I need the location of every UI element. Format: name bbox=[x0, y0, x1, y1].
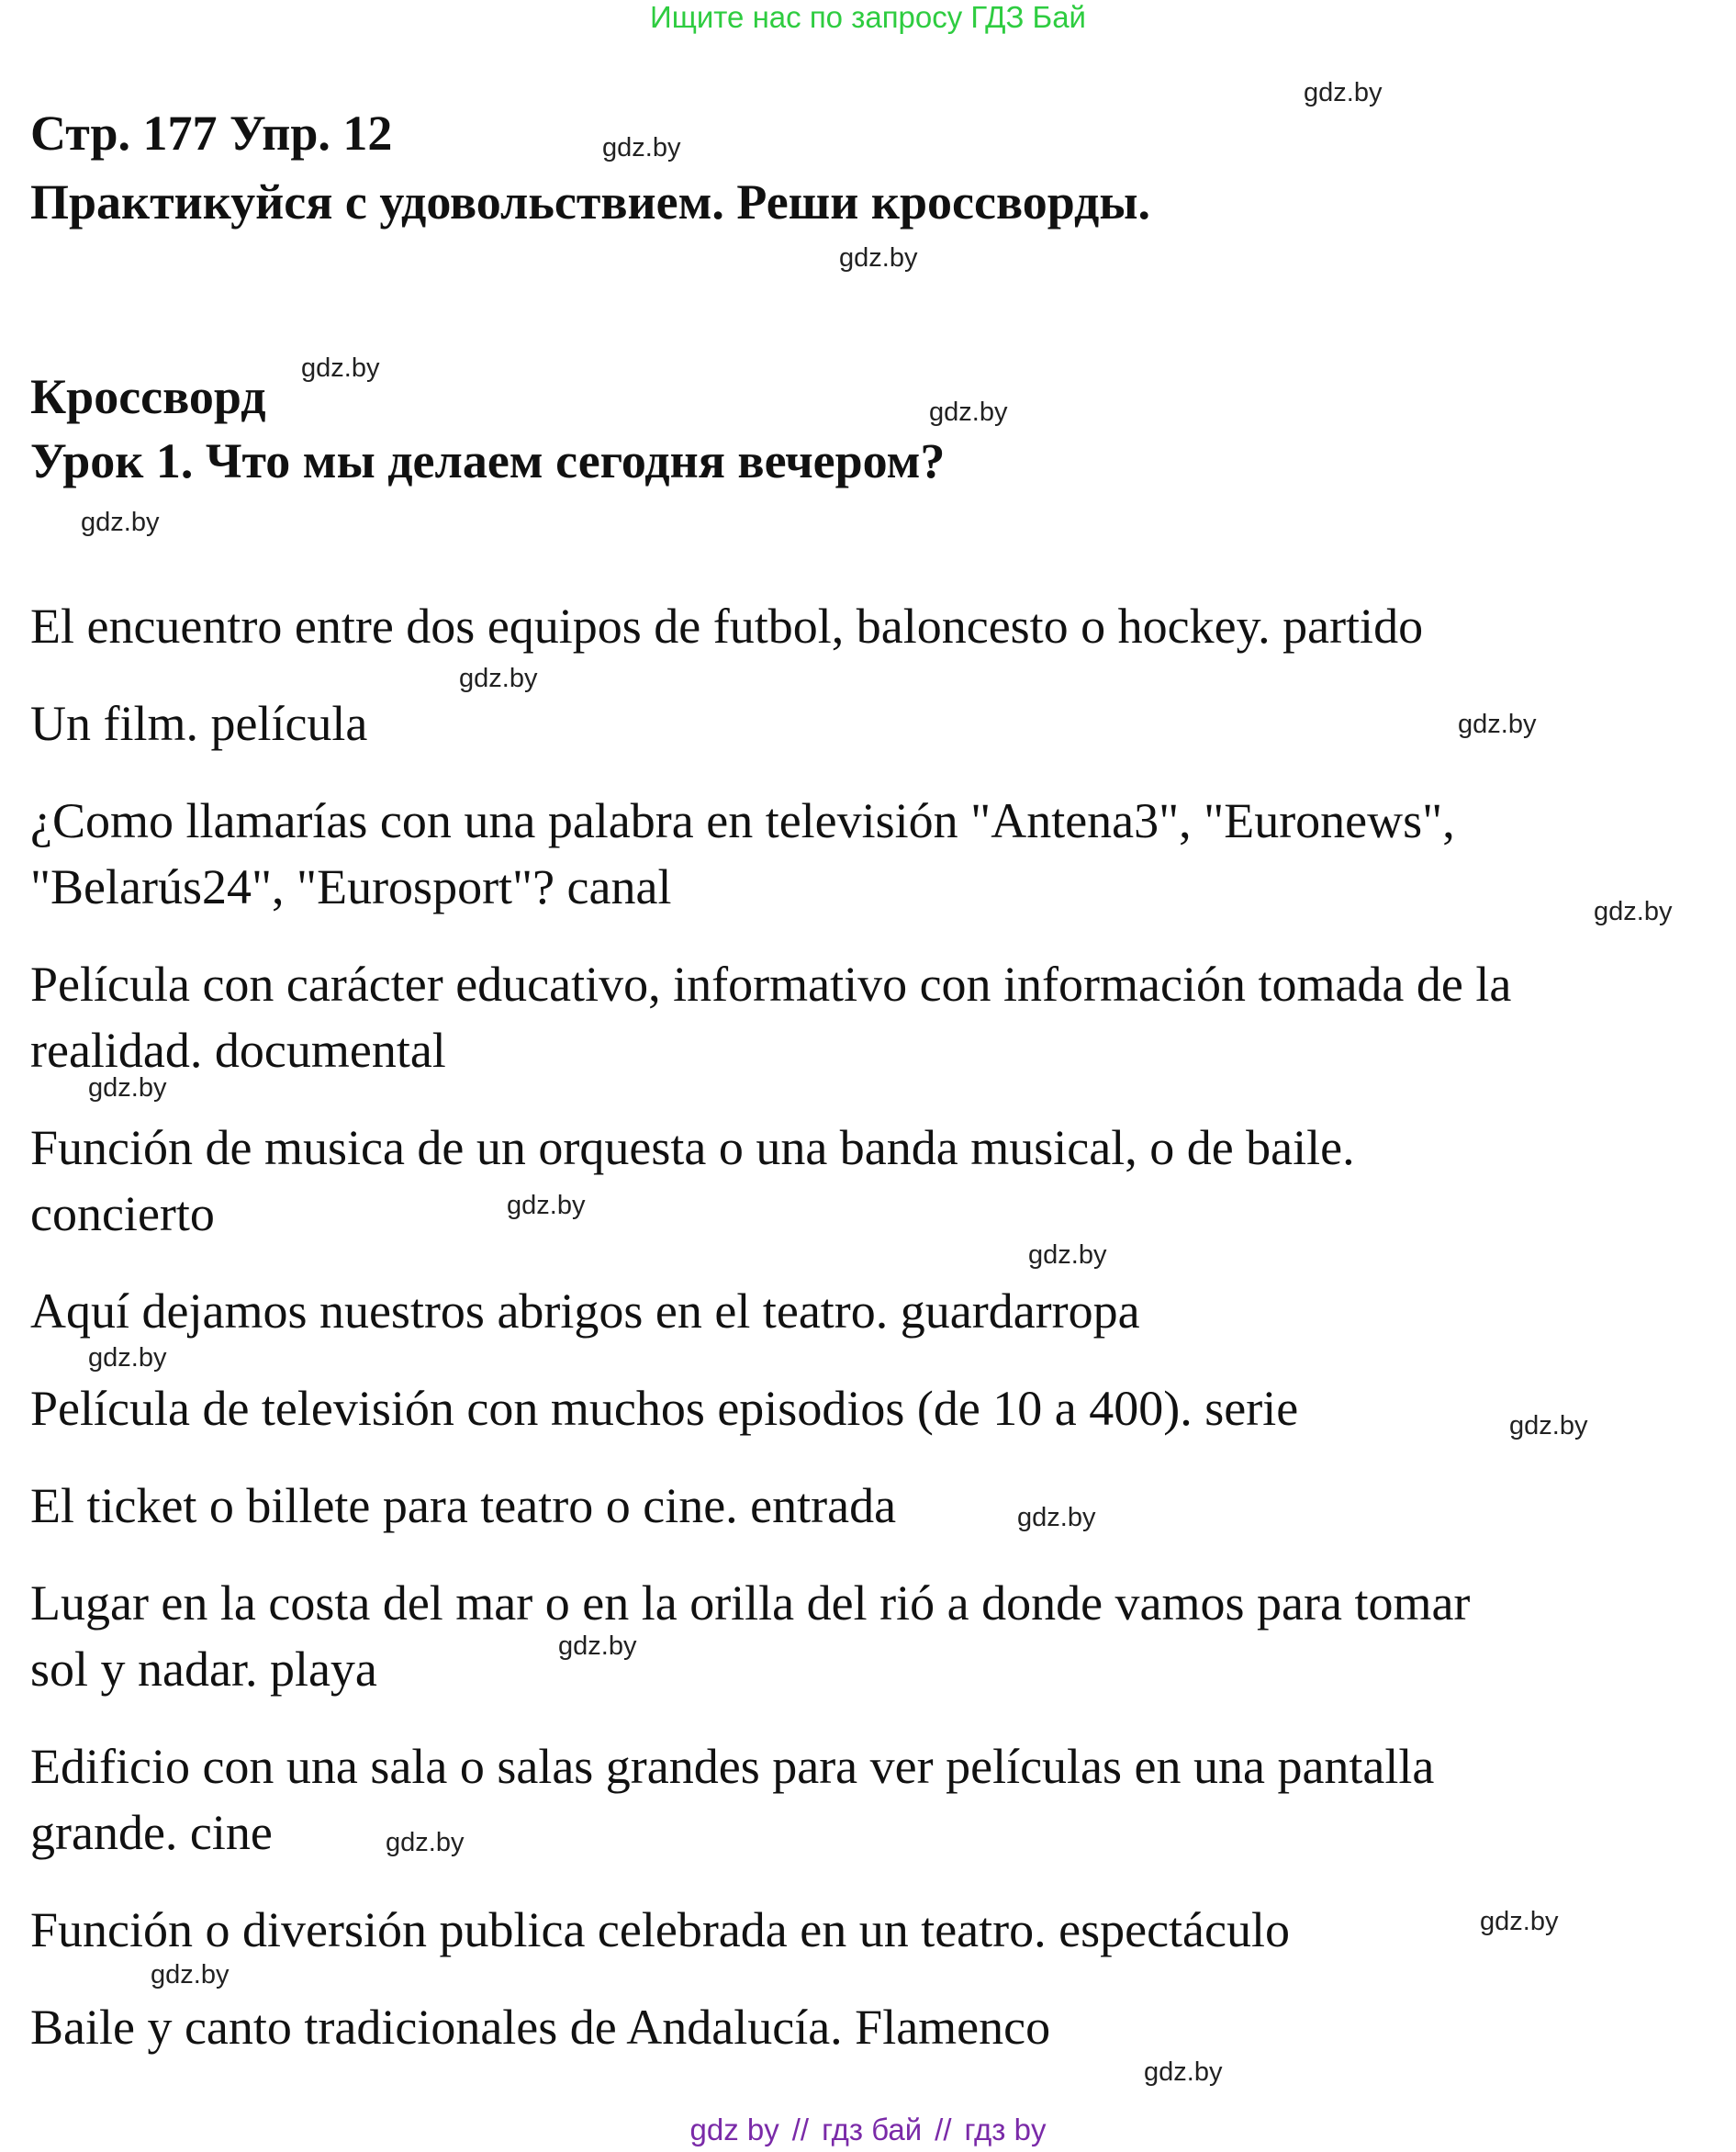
footer-link-gdz-by[interactable]: gdz by bbox=[689, 2113, 779, 2146]
clue-line: Aquí dejamos nuestros abrigos en el teatro. guardarropa bbox=[30, 1283, 1140, 1339]
watermark: gdz.by bbox=[1017, 1503, 1096, 1532]
clue-9 bbox=[30, 1570, 1470, 1702]
watermark: gdz.by bbox=[301, 353, 380, 383]
clue-line: El ticket o billete para teatro o cine. entrada bbox=[30, 1478, 897, 1533]
watermark: gdz.by bbox=[1144, 2057, 1223, 2087]
watermark: gdz.by bbox=[602, 133, 681, 163]
clue-12 bbox=[30, 1994, 1050, 2060]
watermark: gdz.by bbox=[1304, 78, 1383, 107]
clue-line: Un film. película bbox=[30, 696, 368, 751]
watermark: gdz.by bbox=[1480, 1907, 1559, 1936]
watermark: gdz.by bbox=[151, 1960, 230, 1989]
clue-line: ¿Como llamarías con una palabra en televisión "Antena3", "Euronews", bbox=[30, 793, 1455, 848]
footer-separator: // bbox=[935, 2113, 952, 2146]
clue-8 bbox=[30, 1473, 896, 1539]
clue-5 bbox=[30, 1115, 1355, 1247]
watermark: gdz.by bbox=[1594, 897, 1673, 926]
watermark: gdz.by bbox=[81, 508, 160, 537]
clue-1 bbox=[30, 593, 1423, 659]
clue-line: Función de musica de un orquesta o una banda musical, o de baile. bbox=[30, 1120, 1355, 1175]
clue-line: grande. cine bbox=[30, 1805, 273, 1860]
clue-line: sol y nadar. playa bbox=[30, 1642, 377, 1697]
page-title: Стр. 177 Упр. 12 bbox=[30, 106, 393, 161]
clue-7 bbox=[30, 1375, 1298, 1441]
watermark: gdz.by bbox=[558, 1631, 637, 1661]
clue-line: "Belarús24", "Eurosport"? canal bbox=[30, 859, 672, 914]
clue-line: El encuentro entre dos equipos de futbol, baloncesto o hockey. partido bbox=[30, 599, 1424, 654]
watermark: gdz.by bbox=[88, 1073, 167, 1103]
clue-line: concierto bbox=[30, 1186, 215, 1241]
clue-line: Lugar en la costa del mar o en la orilla del rió a donde vamos para tomar bbox=[30, 1575, 1471, 1631]
watermark: gdz.by bbox=[1458, 710, 1537, 739]
watermark: gdz.by bbox=[386, 1828, 465, 1857]
watermark: gdz.by bbox=[507, 1191, 586, 1220]
footer-separator: // bbox=[791, 2113, 810, 2146]
clue-10 bbox=[30, 1733, 1434, 1866]
section-title: Кроссворд bbox=[30, 369, 266, 424]
clue-3 bbox=[30, 788, 1455, 920]
footer-links bbox=[0, 2112, 1736, 2148]
clue-6 bbox=[30, 1278, 1140, 1344]
top-banner[interactable]: Ищите нас по запросу ГДЗ Бай bbox=[650, 0, 1086, 34]
clue-line: Edificio con una sala o salas grandes para ver películas en una pantalla bbox=[30, 1739, 1435, 1794]
clue-2 bbox=[30, 690, 367, 757]
clue-line: realidad. documental bbox=[30, 1023, 446, 1078]
watermark: gdz.by bbox=[839, 243, 918, 273]
footer-link-gdz-by-cyr[interactable]: гдз by bbox=[964, 2113, 1047, 2146]
clue-4 bbox=[30, 951, 1511, 1083]
lesson-title: Урок 1. Что мы делаем сегодня вечером? bbox=[30, 433, 946, 488]
instruction: Практикуйся с удовольствием. Реши кроссворды. bbox=[30, 174, 1151, 230]
clue-line: Baile y canto tradicionales de Andalucía. Flamenco bbox=[30, 2000, 1051, 2055]
clue-line: Película con carácter educativo, informativo con información tomada de la bbox=[30, 957, 1512, 1012]
watermark: gdz.by bbox=[929, 398, 1008, 427]
watermark: gdz.by bbox=[1509, 1411, 1588, 1440]
watermark: gdz.by bbox=[1028, 1240, 1107, 1270]
footer-link-gdz-bai[interactable]: гдз бай bbox=[822, 2113, 923, 2146]
clue-line: Función o diversión publica celebrada en un teatro. espectáculo bbox=[30, 1902, 1290, 1957]
clue-line: Película de televisión con muchos episodios (de 10 a 400). serie bbox=[30, 1381, 1299, 1436]
watermark: gdz.by bbox=[88, 1343, 167, 1373]
watermark: gdz.by bbox=[459, 664, 538, 693]
clue-11 bbox=[30, 1897, 1290, 1963]
